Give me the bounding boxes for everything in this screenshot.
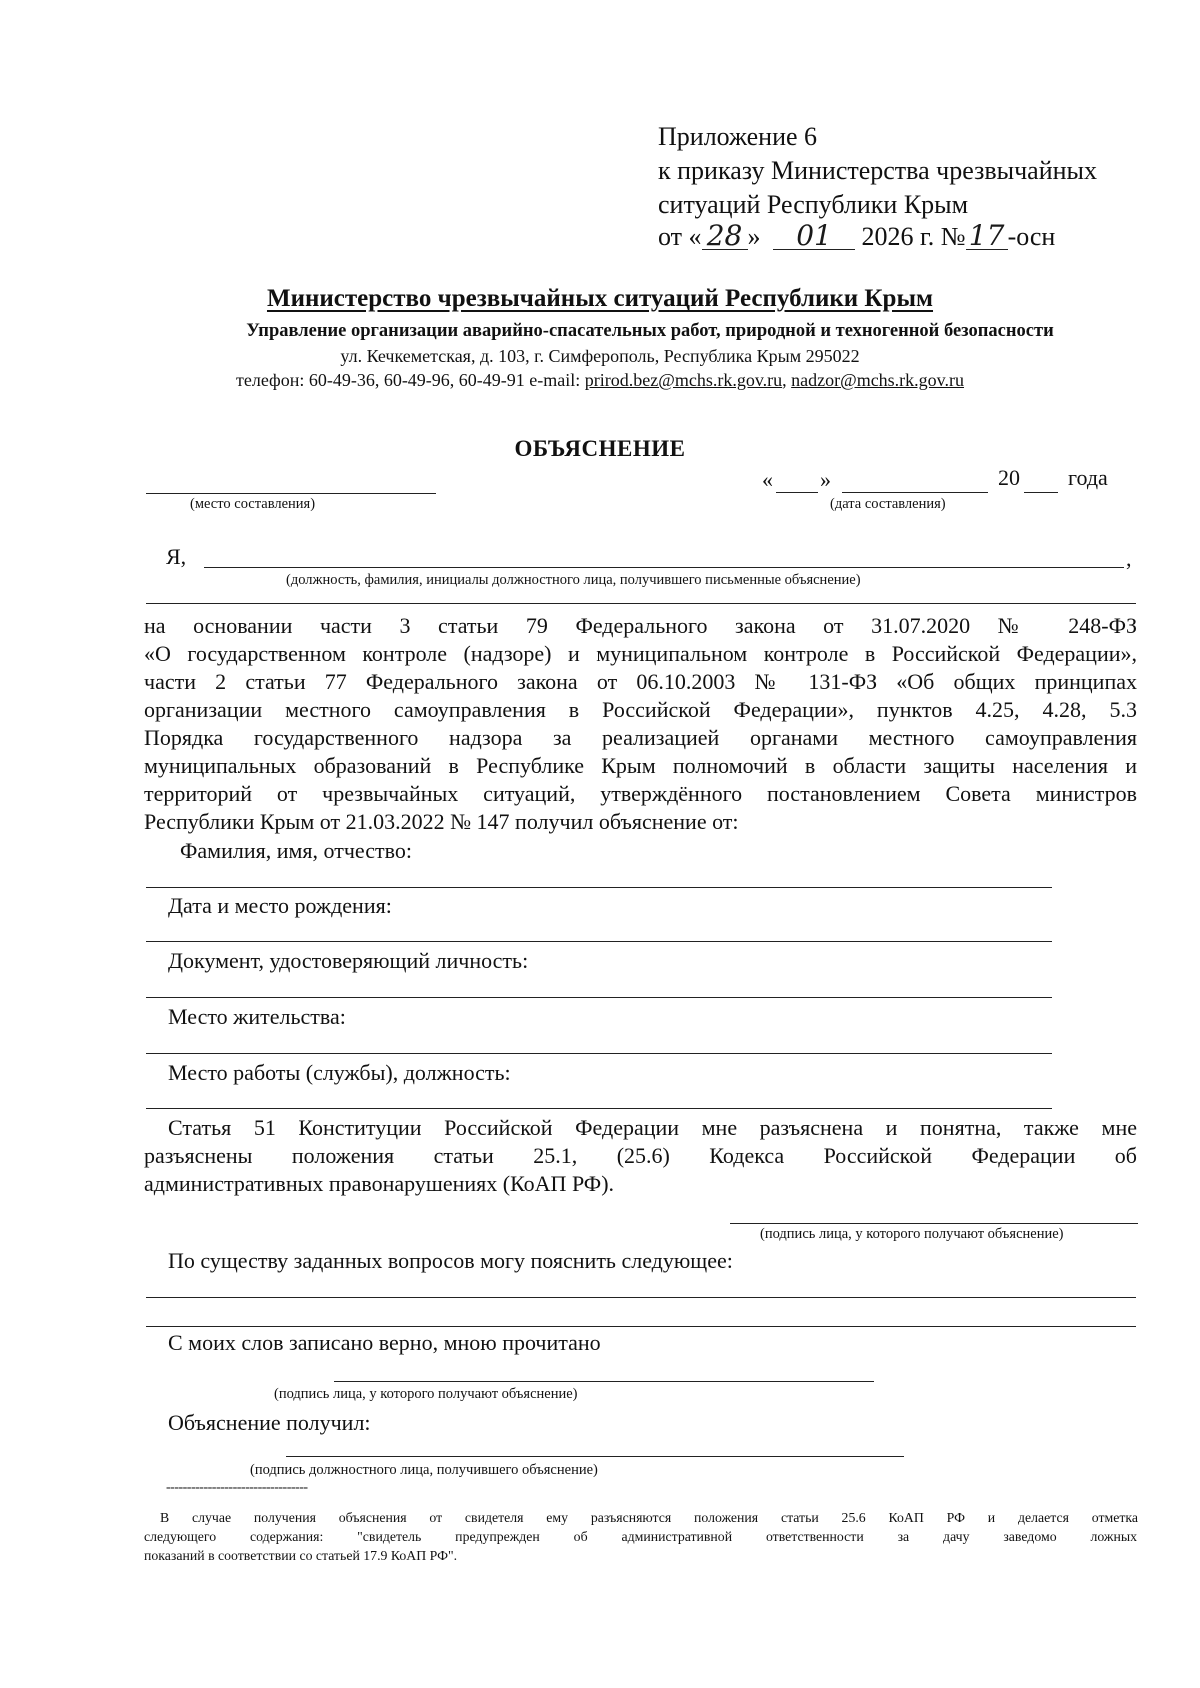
- contacts-line: [0, 368, 1200, 392]
- signature-caption-1: (подпись лица, у которого получают объяснение): [760, 1226, 1064, 1242]
- verified-label: С моих слов записано верно, мною прочитано: [168, 1330, 601, 1355]
- basis-line-5: Порядка государственного надзора за реализацией органами местного самоуправления: [144, 725, 1137, 750]
- fio-line[interactable]: [146, 887, 1052, 888]
- basis-line-6: муниципальных образований в Республике Крым полномочий в области защиты населения и: [144, 753, 1137, 778]
- basis-line-3: части 2 статьи 77 Федерального закона от 06.10.2003 № 131-ФЗ «Об общих принципах: [144, 669, 1137, 694]
- received-label: Объяснение получил:: [168, 1410, 371, 1435]
- signature-line-1[interactable]: [730, 1223, 1138, 1224]
- order-from-prefix: от «: [658, 222, 702, 251]
- official-line-2[interactable]: [146, 603, 1136, 604]
- official-comma: ,: [1126, 546, 1132, 571]
- place-caption: (место составления): [190, 496, 316, 512]
- form-title: ОБЪЯСНЕНИЕ: [514, 436, 686, 461]
- footnote-line-2: следующего содержания: "свидетель предупрежден об административной ответственности за дачу заведомо ложных: [144, 1529, 1137, 1544]
- date-close-quote: »: [820, 467, 831, 492]
- appendix-line-3: ситуаций Республики Крым: [658, 190, 969, 219]
- id-document-line[interactable]: [146, 997, 1052, 998]
- article-line-last: административных правонарушениях (КоАП РФ).: [144, 1171, 615, 1196]
- place-line[interactable]: [146, 493, 436, 494]
- order-number-handwritten: 17: [966, 223, 1008, 250]
- birth-line[interactable]: [146, 941, 1052, 942]
- signature-caption-2: (подпись лица, у которого получают объяснение): [274, 1386, 578, 1402]
- date-open-quote: «: [762, 467, 773, 492]
- official-caption: (должность, фамилия, инициалы должностного лица, получившего письменные объяснение): [286, 572, 861, 588]
- residence-line[interactable]: [146, 1053, 1052, 1054]
- email-link-prirod[interactable]: prirod.bez@mchs.rk.gov.ru: [584, 370, 783, 390]
- appendix-order-line: [658, 219, 1056, 252]
- date-year-word: года: [1068, 465, 1108, 490]
- order-day-handwritten: 28: [702, 223, 748, 250]
- date-month-line[interactable]: [842, 492, 988, 493]
- article-line-2: разъяснены положения статьи 25.1, (25.6) Кодекса Российской Федерации об: [144, 1143, 1137, 1168]
- residence-label: Место жительства:: [168, 1004, 346, 1029]
- footnote-line-3: показаний в соответствии со статьей 17.9 КоАП РФ".: [144, 1548, 458, 1563]
- date-year-prefix: 20: [998, 465, 1020, 490]
- essence-line-2[interactable]: [146, 1326, 1136, 1327]
- date-year-line[interactable]: [1024, 492, 1058, 493]
- essence-label: По существу заданных вопросов могу пояснить следующее:: [168, 1248, 733, 1273]
- basis-line-last: Республики Крым от 21.03.2022 № 147 получил объяснение от:: [144, 809, 739, 834]
- order-year-text: 2026 г. №: [861, 222, 966, 251]
- birth-label: Дата и место рождения:: [168, 893, 392, 918]
- date-caption: (дата составления): [830, 496, 946, 512]
- order-day-close: »: [747, 222, 761, 251]
- basis-line-4: организации местного самоуправления в Российской Федерации», пунктов 4.25, 4.28, 5.3: [144, 697, 1137, 722]
- phone-text: телефон: 60-49-36, 60-49-96, 60-49-91 e-mail:: [235, 370, 581, 390]
- work-line[interactable]: [146, 1108, 1052, 1109]
- basis-line-2: «О государственном контроле (надзоре) и муниципальном контроле в Российской Федерации»,: [144, 641, 1137, 666]
- order-month-handwritten: 01: [773, 223, 855, 250]
- footnote-line-1: В случае получения объяснения от свидетеля ему разъясняются положения статьи 25.6 КоАП РФ и делается отметка: [160, 1510, 1138, 1525]
- footnote-separator: ----------------------------------: [166, 1480, 308, 1495]
- appendix-line-2: к приказу Министерства чрезвычайных: [658, 156, 1098, 185]
- email-separator: ,: [782, 370, 787, 390]
- official-line[interactable]: [204, 567, 1124, 568]
- essence-line-1[interactable]: [146, 1297, 1136, 1298]
- date-day-line[interactable]: [776, 492, 818, 493]
- id-document-label: Документ, удостоверяющий личность:: [168, 948, 529, 973]
- ministry-name: Министерство чрезвычайных ситуаций Республики Крым: [266, 285, 934, 312]
- basis-line-1: на основании части 3 статьи 79 Федерального закона от 31.07.2020 № 248-ФЗ: [144, 613, 1137, 638]
- signature-line-3[interactable]: [286, 1456, 904, 1457]
- department-name: Управление организации аварийно-спасательных работ, природной и техногенной безопасности: [246, 321, 1054, 341]
- signature-line-2[interactable]: [334, 1381, 874, 1382]
- work-label: Место работы (службы), должность:: [168, 1060, 511, 1085]
- email-link-nadzor[interactable]: nadzor@mchs.rk.gov.ru: [791, 370, 965, 390]
- basis-line-7: территорий от чрезвычайных ситуаций, утверждённого постановлением Совета министров: [144, 781, 1137, 806]
- address-line: ул. Кечкеметская, д. 103, г. Симферополь, Республика Крым 295022: [340, 346, 860, 366]
- order-suffix: -осн: [1007, 222, 1056, 251]
- appendix-line-1: Приложение 6: [658, 122, 818, 151]
- header-block: [0, 284, 1200, 314]
- article-line-1: Статья 51 Конституции Российской Федерации мне разъяснена и понятна, также мне: [168, 1115, 1137, 1140]
- signature-caption-3: (подпись должностного лица, получившего объяснение): [250, 1462, 598, 1478]
- fio-label: Фамилия, имя, отчество:: [180, 838, 412, 863]
- i-label: Я,: [166, 544, 187, 569]
